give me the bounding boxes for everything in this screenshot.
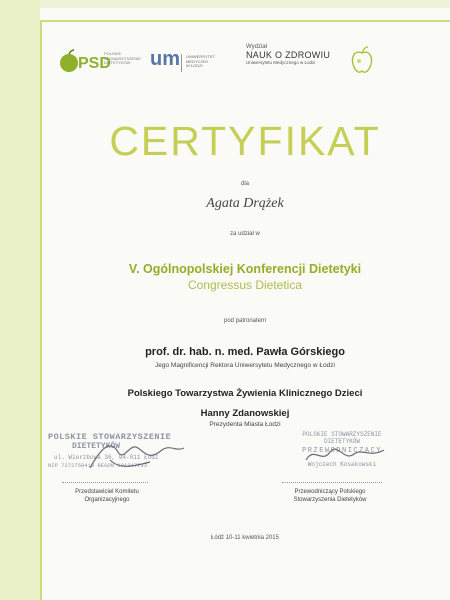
um-line-1: UNIWERSYTET xyxy=(186,54,216,59)
mayor-title: Prezydenta Miasta Łodzi xyxy=(209,421,281,428)
faculty-logo xyxy=(246,44,346,78)
right-stamp-line-3: PRZEWODNICZĄCY xyxy=(302,447,382,455)
um-divider xyxy=(181,54,182,72)
um-name-text xyxy=(186,55,215,69)
green-apple-icon xyxy=(348,45,376,77)
organization-name: Polskiego Towarzystwa Żywienia Klinicznego Dzieci xyxy=(127,388,363,399)
psd-name-text xyxy=(104,52,141,66)
for-label: dla xyxy=(240,181,249,187)
certificate-frame xyxy=(40,20,450,600)
faculty-main-text: NAUK O ZDROWIU xyxy=(246,50,331,60)
left-role-line-1: Przedstawiciel Komitetu xyxy=(75,489,139,495)
date-place: Łódź 10-11 kwietnia 2015 xyxy=(211,535,279,541)
left-signature-line xyxy=(62,482,148,483)
conference-latin: Congressus Dietetica xyxy=(187,278,303,292)
um-line-3: W ŁODZI xyxy=(186,63,203,68)
psd-logo xyxy=(58,48,158,76)
right-stamp-line-1: POLSKIE STOWARZYSZENIE xyxy=(302,431,382,438)
right-signature-role xyxy=(270,488,390,504)
recipient-name: Agata Drążek xyxy=(206,196,284,211)
left-stamp-line-1: POLSKIE STOWARZYSZENIE xyxy=(48,432,172,442)
left-stamp-line-3: ul. Wierzbowa 36, 94-011 Łódź xyxy=(54,454,159,461)
right-signature-line xyxy=(282,482,382,483)
svg-text:PSD: PSD xyxy=(78,55,111,72)
left-role-line-2: Organizacyjnego xyxy=(84,497,130,503)
um-mark: um xyxy=(150,48,180,70)
left-signature-role xyxy=(52,488,162,504)
left-stamp-line-2: DIETETYKÓW xyxy=(72,442,121,451)
psd-line-1: POLSKIE xyxy=(104,51,122,56)
left-stamp-line-4: NIP 7272758418 REGON 101347733 xyxy=(48,462,148,469)
um-logo xyxy=(150,48,240,78)
participation-label: za udział w xyxy=(230,231,260,237)
faculty-sub-text: Uniwersytetu Medycznego w Łodzi xyxy=(246,60,316,65)
um-line-2: MEDYCZNY xyxy=(186,58,209,64)
mayor-name: Hanny Zdanowskiej xyxy=(200,408,290,419)
conference-name: V. Ogólnopolskiej Konferencji Dietetyki xyxy=(128,262,362,276)
right-stamp-line-4: Wojciech Kosakowski xyxy=(307,461,377,468)
left-signature xyxy=(80,430,190,480)
left-band xyxy=(0,0,40,600)
top-band xyxy=(0,0,450,8)
right-role-line-1: Przewodniczący Polskiego xyxy=(294,489,366,495)
right-role-line-2: Stowarzyszenia Dietetyków xyxy=(293,497,367,503)
right-stamp-line-2: DIETETYKÓW xyxy=(323,438,360,445)
patron-title: Jego Magnificencji Rektora Uniwersytetu Medycznego w Łodzi xyxy=(155,362,335,369)
faculty-top-text: Wydział xyxy=(246,44,267,50)
psd-line-2: STOWARZYSZENIE xyxy=(104,55,141,61)
psd-apple-icon xyxy=(58,48,111,76)
psd-line-3: DIETETYKÓW xyxy=(104,60,131,65)
certificate-title: CERTYFIKAT xyxy=(109,118,381,164)
right-signature xyxy=(300,440,390,470)
patron-name: prof. dr. hab. n. med. Pawła Górskiego xyxy=(145,346,345,358)
patronage-label: pod patronatem xyxy=(223,318,267,324)
